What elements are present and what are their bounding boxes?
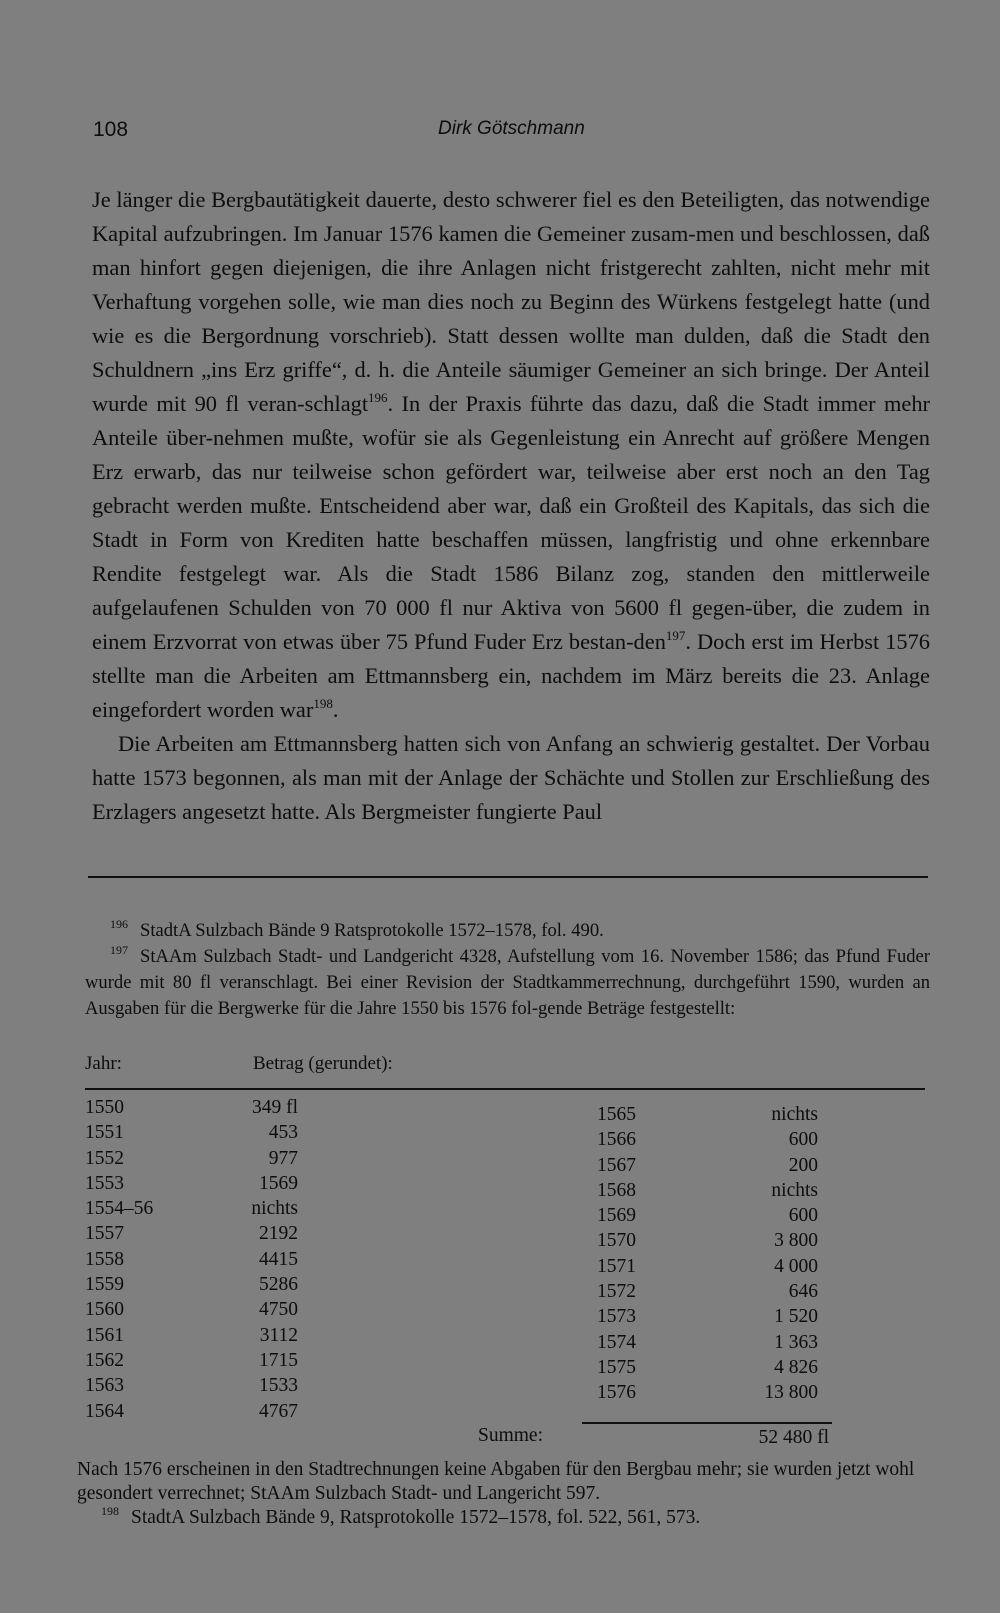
footnote-ref-198: 198 <box>313 696 333 711</box>
paragraph-1-part-d: . <box>332 697 339 722</box>
table-right-years <box>597 1102 677 1406</box>
table-cell-year: 1559 <box>85 1274 124 1296</box>
table-cell-amount: nichts <box>771 1179 818 1201</box>
table-cell-amount: 13 800 <box>764 1382 818 1404</box>
table-cell-year: 1563 <box>85 1375 124 1397</box>
table-cell-amount: 1715 <box>259 1349 298 1371</box>
paragraph-1-part-c: . Doch erst im Herbst 1576 stellte man die Arbeiten am Ettmannsberg ein, nachdem im März bereits die 23. Anlage eingefordert worden war <box>92 629 930 722</box>
table-cell-amount: 200 <box>788 1154 818 1176</box>
sum-rule <box>582 1422 832 1424</box>
table-cell-year: 1558 <box>85 1248 124 1270</box>
table-cell-amount: 4750 <box>259 1299 298 1321</box>
footnote-198-number: 198 <box>101 1504 119 1518</box>
table-cell-amount: 646 <box>788 1281 818 1303</box>
footnote-197-continuation: Nach 1576 erscheinen in den Stadtrechnungen keine Abgaben für den Bergbau mehr; sie wurden jetzt wohl gesondert verrechnet; StAAm Sulzbach Stadt- und Langericht 597. <box>77 1459 915 1504</box>
table-cell-amount: 4 000 <box>774 1255 818 1277</box>
table-cell-year: 1566 <box>597 1129 636 1151</box>
table-cell-amount: 4767 <box>259 1400 298 1422</box>
table-left-years <box>85 1095 215 1424</box>
footnote-continuation <box>77 1458 925 1530</box>
table-cell-year: 1562 <box>85 1349 124 1371</box>
table-cell-amount: 2192 <box>259 1223 298 1245</box>
table-cell-year: 1569 <box>597 1205 636 1227</box>
table-cell-year: 1550 <box>85 1097 124 1118</box>
footnote-ref-197: 197 <box>665 628 686 643</box>
table-cell-amount: nichts <box>771 1104 818 1125</box>
table-cell-year: 1573 <box>597 1306 636 1328</box>
table-cell-year: 1552 <box>85 1147 124 1169</box>
table-left-amounts <box>210 1095 298 1424</box>
table-cell-amount: 1533 <box>259 1375 298 1397</box>
table-header-rule <box>85 1088 925 1090</box>
table-cell-year: 1553 <box>85 1172 124 1194</box>
table-cell-year: 1576 <box>597 1382 636 1404</box>
table-cell-year: 1560 <box>85 1299 124 1321</box>
table-cell-amount: nichts <box>251 1198 298 1220</box>
table-cell-amount: 4415 <box>259 1248 298 1270</box>
table-cell-amount: 600 <box>788 1205 818 1227</box>
footnote-197-number: 197 <box>110 943 128 957</box>
table-cell-amount: 1569 <box>259 1172 298 1194</box>
table-cell-year: 1557 <box>85 1223 124 1245</box>
table-cell-year: 1572 <box>597 1281 636 1303</box>
table-cell-amount: 3 800 <box>774 1230 818 1252</box>
table-cell-year: 1575 <box>597 1356 636 1378</box>
table-cell-amount: 4 826 <box>774 1356 818 1378</box>
footnote-196 <box>85 918 930 944</box>
footnote-198 <box>77 1506 925 1530</box>
paragraph-1-part-a: Je länger die Bergbautätigkeit dauerte, desto schwerer fiel es den Beteiligten, das notwendige Kapital aufzubringen. Im Januar 1576 kamen die Gemeiner zusam-men und beschlossen, daß man hinfort gegen diejenigen, die ihre Anlagen nicht fristgerecht zahlten, nicht mehr mit Verhaftung vorgehen solle, wie man dies noch zu Beginn des Würkens festgelegt hatte (und wie es die Bergordnung vorschrieb). Statt dessen wollte man dulden, daß die Stadt den Schuldnern „ins Erz griffe“, d. h. die Anteile säumiger Gemeiner an sich bringe. Der Anteil wurde mit 90 fl veran-schlagt <box>92 187 930 416</box>
table-cell-year: 1567 <box>597 1154 636 1176</box>
table-right-amounts <box>700 1102 818 1406</box>
table-cell-amount: 1 520 <box>774 1306 818 1328</box>
running-header <box>93 118 903 148</box>
footnote-197 <box>85 944 930 1022</box>
table-header <box>85 1053 925 1081</box>
paragraph-1-part-b: . In der Praxis führte das dazu, daß die Stadt immer mehr Anteile über-nehmen mußte, wofür sie als Gegenleistung ein Anrecht auf größere Mengen Erz erwarb, das nur teilweise schon gefördert war, teilweise aber erst noch an den Tag gebracht werden mußte. Entscheidend aber war, daß ein Großteil des Kapitals, das sich die Stadt in Form von Krediten hatte beschaffen müssen, langfristig und ohne erkennbare Rendite festgelegt war. Als die Stadt 1586 Bilanz zog, standen den mittlerweile aufgelaufenen Schulden von 70 000 fl nur Aktiva von 5600 fl gegen-über, die zudem in einem Erzvorrat von etwas über 75 Pfund Fuder Erz bestan-den <box>92 391 930 654</box>
table-cell-year: 1574 <box>597 1331 636 1353</box>
paragraph-1 <box>92 183 930 727</box>
table-cell-amount: 977 <box>268 1147 298 1169</box>
table-cell-year: 1551 <box>85 1122 124 1144</box>
table-cell-year: 1570 <box>597 1230 636 1252</box>
table-header-amount: Betrag (gerundet): <box>253 1053 393 1074</box>
paragraph-2: Die Arbeiten am Ettmannsberg hatten sich von Anfang an schwierig gestaltet. Der Vorbau hatte 1573 begonnen, als man mit der Anlage der Schächte und Stollen zur Erschließung des Erzlagers angesetzt hatte. Als Bergmeister fungierte Paul <box>92 731 930 824</box>
table-cell-year: 1568 <box>597 1179 636 1201</box>
footnote-ref-196: 196 <box>368 390 388 405</box>
table-cell-year: 1561 <box>85 1324 124 1346</box>
table-cell-year: 1571 <box>597 1255 636 1277</box>
table-cell-year: 1554–56 <box>85 1198 154 1220</box>
table-cell-amount: 3112 <box>259 1324 298 1346</box>
table-header-year: Jahr: <box>85 1053 122 1074</box>
sum-label: Summe: <box>478 1425 544 1446</box>
table-cell-amount: 600 <box>788 1129 818 1151</box>
main-text <box>92 183 930 829</box>
footnotes <box>85 918 930 1022</box>
sum-value: 52 480 fl <box>758 1427 829 1448</box>
footnote-198-text: StadtA Sulzbach Bände 9, Ratsprotokolle 1572–1578, fol. 522, 561, 573. <box>131 1507 701 1528</box>
table-cell-year: 1564 <box>85 1400 124 1422</box>
footnote-196-number: 196 <box>110 917 128 931</box>
table-cell-amount: 5286 <box>259 1274 298 1296</box>
table-cell-amount: 1 363 <box>774 1331 818 1353</box>
table-cell-amount: 453 <box>268 1122 298 1144</box>
running-header-author: Dirk Götschmann <box>438 118 585 139</box>
table-cell-year: 1565 <box>597 1104 636 1125</box>
table-cell-amount: 349 fl <box>251 1097 298 1118</box>
page-number: 108 <box>93 118 129 141</box>
footnote-197-text: StAAm Sulzbach Stadt- und Landgericht 4328, Aufstellung vom 16. November 1586; das Pfund Fuder wurde mit 80 fl veranschlagt. Bei einer Revision der Stadtkammerrechnung, durchgeführt 1590, wurden an Ausgaben für die Bergwerke für die Jahre 1550 bis 1576 fol-gende Beträge festgestellt: <box>85 946 930 1019</box>
footnote-196-text: StadtA Sulzbach Bände 9 Ratsprotokolle 1572–1578, fol. 490. <box>140 920 604 941</box>
footnote-divider <box>88 876 928 878</box>
